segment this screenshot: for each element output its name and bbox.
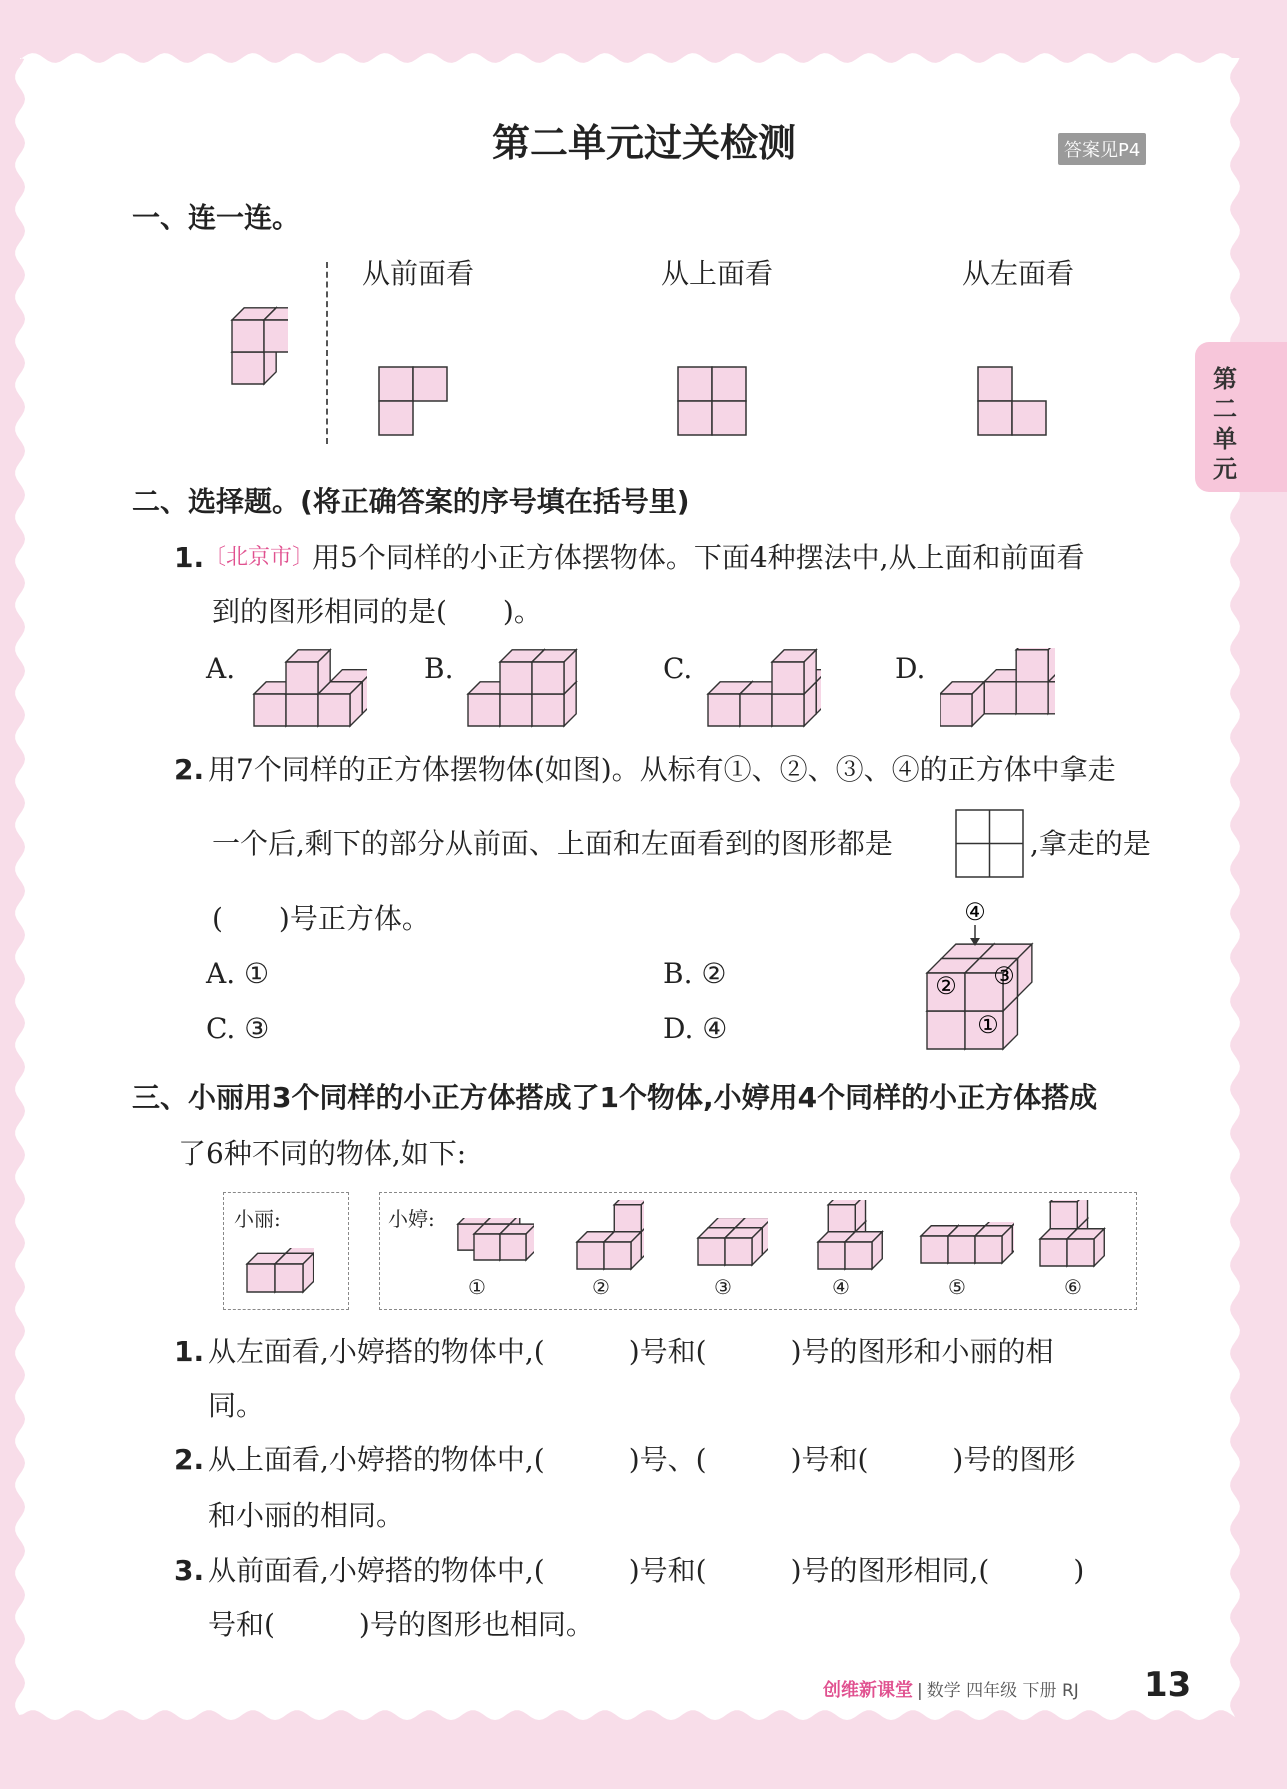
- view-shape-square: [677, 366, 749, 438]
- q2-1-number: 1.: [174, 541, 205, 574]
- q2-2-line3: ( )号正方体。: [212, 902, 430, 935]
- q2-2-option-d: D. ④: [663, 1012, 728, 1045]
- q3-3-number: 3.: [174, 1554, 205, 1587]
- unit-side-tab: [1195, 342, 1287, 492]
- q2-2-target-square-figure: [955, 809, 1025, 879]
- shape-number-1: ①: [468, 1275, 486, 1299]
- q3-1-line1: 从左面看,小婷搭的物体中,( )号和( )号的图形和小丽的相: [208, 1335, 1054, 1368]
- q2-1-option-d-label: D.: [895, 652, 926, 685]
- q2-1-option-c-figure: [706, 648, 821, 728]
- q3-2-number: 2.: [174, 1443, 205, 1476]
- q2-2-line2a: 一个后,剩下的部分从前面、上面和左面看到的图形都是: [212, 827, 893, 860]
- answer-reference: 答案见P4: [1058, 133, 1146, 165]
- q2-1-option-a-figure: [252, 648, 367, 728]
- section1-cube-figure: [198, 300, 288, 386]
- q3-1-line2: 同。: [208, 1389, 265, 1422]
- shape-number-6: ⑥: [1064, 1275, 1082, 1299]
- q2-2-option-c: C. ③: [206, 1012, 270, 1045]
- q2-1-line2: 到的图形相同的是( )。: [212, 595, 542, 628]
- section1-divider: [326, 262, 328, 444]
- unit-side-tab-label: 第二单元: [1213, 365, 1237, 483]
- q3-2-line2: 和小丽的相同。: [208, 1499, 405, 1532]
- xiaoli-figure: [244, 1248, 314, 1296]
- q3-2-line1: 从上面看,小婷搭的物体中,( )号、( )号和( )号的图形: [208, 1443, 1076, 1476]
- q2-1-option-b-label: B.: [424, 652, 454, 685]
- xiaoting-shape-3-figure: [694, 1218, 768, 1268]
- view-shape-l-top: [378, 366, 450, 438]
- q2-2-line2b: ,拿走的是: [1030, 827, 1151, 860]
- q2-2-seven-cubes-figure: [918, 898, 1043, 1053]
- q3-3-line1: 从前面看,小婷搭的物体中,( )号和( )号的图形相同,( ): [208, 1554, 1085, 1587]
- q2-1-line1: 用5个同样的小正方体摆物体。下面4种摆法中,从上面和前面看: [312, 541, 1085, 574]
- xiaoting-shape-2-figure: [574, 1200, 644, 1272]
- footer-brand: 创维新课堂: [823, 1680, 913, 1701]
- page-title: 第二单元过关检测: [492, 121, 797, 165]
- q2-1-city-tag: 〔北京市〕: [204, 545, 315, 570]
- xiaoting-label: 小婷:: [388, 1207, 435, 1231]
- q2-2-line1: 用7个同样的正方体摆物体(如图)。从标有①、②、③、④的正方体中拿走: [208, 753, 1116, 786]
- shape-number-2: ②: [592, 1275, 610, 1299]
- shape-number-3: ③: [714, 1275, 732, 1299]
- shape-number-5: ⑤: [948, 1275, 966, 1299]
- section3-heading-line1: 三、小丽用3个同样的小正方体搭成了1个物体,小婷用4个同样的小正方体搭成: [132, 1081, 1098, 1114]
- view-left-label: 从左面看: [962, 257, 1075, 290]
- xiaoting-shape-5-figure: [918, 1222, 1014, 1266]
- q3-1-number: 1.: [174, 1335, 205, 1368]
- section2-heading: 二、选择题。(将正确答案的序号填在括号里): [132, 485, 690, 518]
- xiaoli-label: 小丽:: [234, 1207, 281, 1231]
- cube-label-4: ④: [964, 898, 986, 926]
- view-front-label: 从前面看: [362, 257, 475, 290]
- q3-3-line2: 号和( )号的图形也相同。: [208, 1608, 594, 1641]
- page-number: 13: [1144, 1665, 1192, 1705]
- q2-1-option-b-figure: [466, 648, 581, 728]
- cube-label-1: ①: [977, 1011, 999, 1039]
- view-shape-l-bottom: [977, 366, 1049, 438]
- footer-book-info: 数学 四年级 下册 RJ: [926, 1681, 1079, 1701]
- cube-label-3: ③: [993, 962, 1015, 990]
- q2-1-option-a-label: A.: [206, 652, 236, 685]
- q2-2-option-b: B. ②: [663, 957, 727, 990]
- view-top-label: 从上面看: [661, 257, 774, 290]
- shape-number-4: ④: [832, 1275, 850, 1299]
- xiaoting-shape-1-figure: [444, 1218, 534, 1263]
- xiaoting-shape-6-figure: [1038, 1200, 1110, 1270]
- q2-2-number: 2.: [174, 753, 205, 786]
- section3-heading-line2: 了6种不同的物体,如下:: [178, 1137, 467, 1170]
- section1-heading: 一、连一连。: [132, 201, 301, 234]
- q2-1-option-c-label: C.: [663, 652, 693, 685]
- footer-info: 创维新课堂 | 数学 四年级 下册 RJ: [823, 1680, 1079, 1701]
- xiaoting-shape-4-figure: [814, 1200, 886, 1272]
- cube-label-2: ②: [935, 972, 957, 1000]
- q2-1-option-d-figure: [940, 648, 1055, 730]
- q2-2-option-a: A. ①: [206, 957, 270, 990]
